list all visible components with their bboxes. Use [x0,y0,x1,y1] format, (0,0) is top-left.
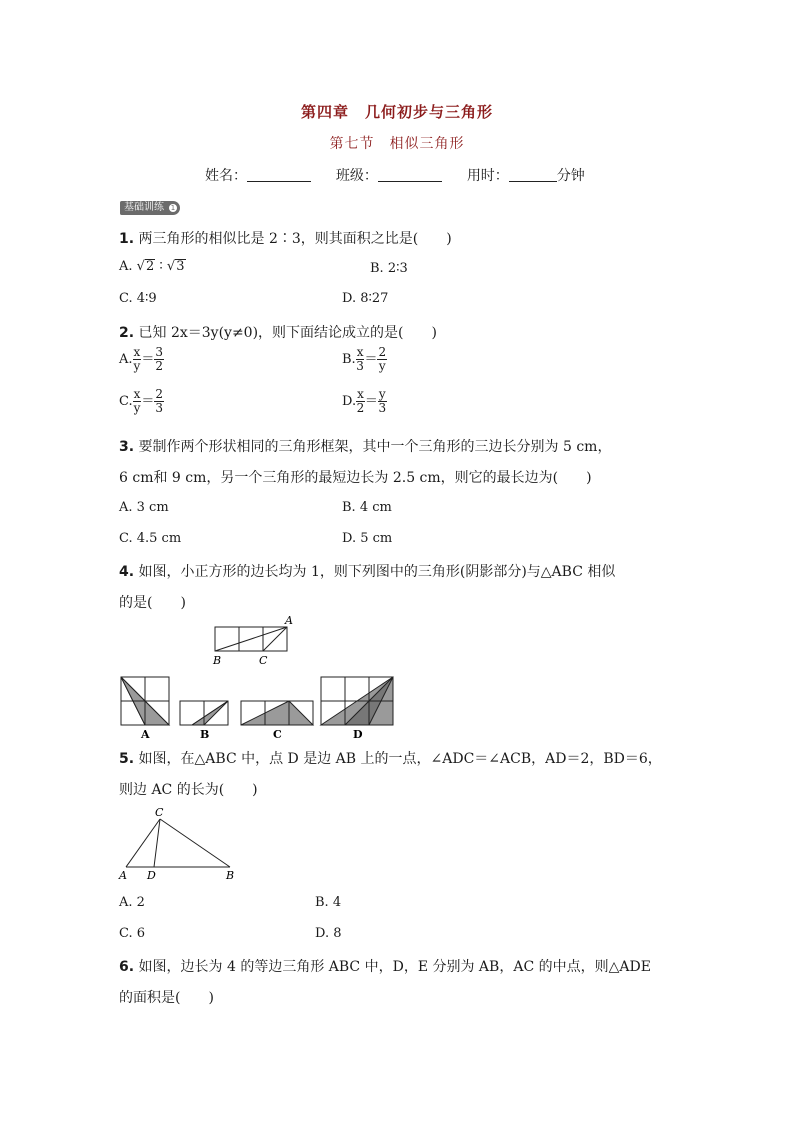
option-b[interactable] [342,346,387,373]
option-prefix: A. [119,352,133,367]
option-b[interactable]: B. 4 cm [342,500,392,515]
option-prefix: C. [119,394,133,409]
question-stem: 已知 2x＝3y(y≠0)，则下面结论成立的是( ) [138,325,437,341]
fraction: $\frac{3}{2}$ [155,345,163,373]
time-unit: 分钟 [556,168,585,184]
question-number: 2. [119,325,135,341]
vertex-label-b: B [226,869,235,882]
fraction: $\frac{2}{3}$ [155,387,164,415]
option-a-prefix: A. [119,259,133,274]
question-number: 4. [119,564,135,580]
sqrt-icon: √ [136,259,145,274]
vertex-label-c: C [259,654,268,667]
option-b[interactable]: B. 2∶3 [370,261,408,276]
question-stem: 两三角形的相似比是 2∶3，则其面积之比是( ) [138,231,452,247]
option-d[interactable]: D. 5 cm [342,531,393,546]
equals-sign: ＝ [364,352,378,367]
vertex-label-a: A [119,869,127,882]
sqrt-icon: √ [166,259,176,274]
question-6-line2: 的面积是( ) [119,990,214,1006]
section-badge [120,201,180,215]
choice-label-d: D [353,728,363,741]
question-5-line2: 则边 AC 的长为( ) [119,782,258,798]
ratio-separator: ∶ [159,259,163,274]
option-a[interactable]: A. 2 [119,895,145,910]
figure-triangle-adc [118,805,248,885]
vertex-label-c: C [155,806,164,819]
choice-figure-d[interactable] [321,677,393,725]
question-stem-line1: 要制作两个形状相同的三角形框架，其中一个三角形的三边长分别为 5 cm， [138,439,612,455]
choice-figure-a[interactable] [121,677,169,725]
option-a[interactable] [119,259,186,274]
class-blank[interactable] [378,167,442,182]
question-4-line2: 的是( ) [119,595,186,611]
circle-number-icon: 1 [170,204,176,212]
vertex-label-a: A [285,614,293,627]
radicand: 2 [145,259,155,274]
option-a[interactable] [119,346,164,373]
choice-figure-b[interactable] [180,701,228,725]
student-info-line [205,165,585,185]
question-4 [119,561,615,581]
question-number: 1. [119,231,135,247]
time-blank[interactable] [509,167,557,182]
option-a[interactable]: A. 3 cm [119,500,169,515]
question-number: 5. [119,751,135,767]
name-label: 姓名： [205,168,247,184]
figure-triangle-abc-grid [205,615,295,667]
equals-sign: ＝ [141,352,155,367]
option-c[interactable]: C. 6 [119,926,146,941]
option-c[interactable] [119,388,164,415]
fraction: $\frac{y}{3}$ [378,387,387,415]
badge-label: 基础训练 [124,202,164,213]
question-number: 6. [119,959,135,975]
name-blank[interactable] [247,167,311,182]
fraction: $\frac{2}{y}$ [378,345,387,373]
question-stem-line1: 如图，在△ABC 中，点 D 是边 AB 上的一点，∠ADC＝∠ACB，AD＝2，BD＝6， [138,751,662,767]
fraction: $\frac{x}{2}$ [356,387,365,415]
fraction: $\frac{x}{y}$ [133,345,141,373]
equals-sign: ＝ [364,394,378,409]
time-label: 用时： [466,168,509,184]
figure-choices [119,675,419,740]
section-title: 第七节 相似三角形 [329,136,465,152]
fraction: $\frac{x}{3}$ [356,345,364,373]
option-prefix: B. [342,352,356,367]
option-c[interactable]: C. 4∶9 [119,291,157,306]
choice-figure-c[interactable] [241,701,313,725]
question-number: 3. [119,439,135,455]
class-label: 班级： [335,168,378,184]
option-prefix: D. [342,394,357,409]
choice-label-c: C [273,728,282,741]
option-d[interactable]: D. 8 [315,926,342,941]
vertex-label-d: D [147,869,156,882]
equals-sign: ＝ [141,394,155,409]
question-3 [119,436,611,456]
question-2 [119,322,437,342]
option-d[interactable]: D. 8∶27 [342,291,389,306]
option-d[interactable] [342,388,387,415]
option-b[interactable]: B. 4 [315,895,342,910]
fraction: $\frac{x}{y}$ [133,387,141,415]
radicand: 3 [176,259,185,274]
question-1 [119,228,452,248]
vertex-label-b: B [213,654,222,667]
option-c[interactable]: C. 4.5 cm [119,531,182,546]
question-stem-line1: 如图，边长为 4 的等边三角形 ABC 中，D，E 分别为 AB，AC 的中点，则△ADE [138,959,651,975]
question-6 [119,956,651,976]
choice-label-a: A [141,728,150,741]
chapter-title: 第四章 几何初步与三角形 [300,103,493,121]
question-stem-line1: 如图，小正方形的边长均为 1，则下列图中的三角形(阴影部分)与△ABC 相似 [138,564,616,580]
question-5 [119,748,662,768]
choice-label-b: B [200,728,210,741]
question-3-line2: 6 cm和 9 cm，另一个三角形的最短边长为 2.5 cm，则它的最长边为( ) [119,470,592,486]
